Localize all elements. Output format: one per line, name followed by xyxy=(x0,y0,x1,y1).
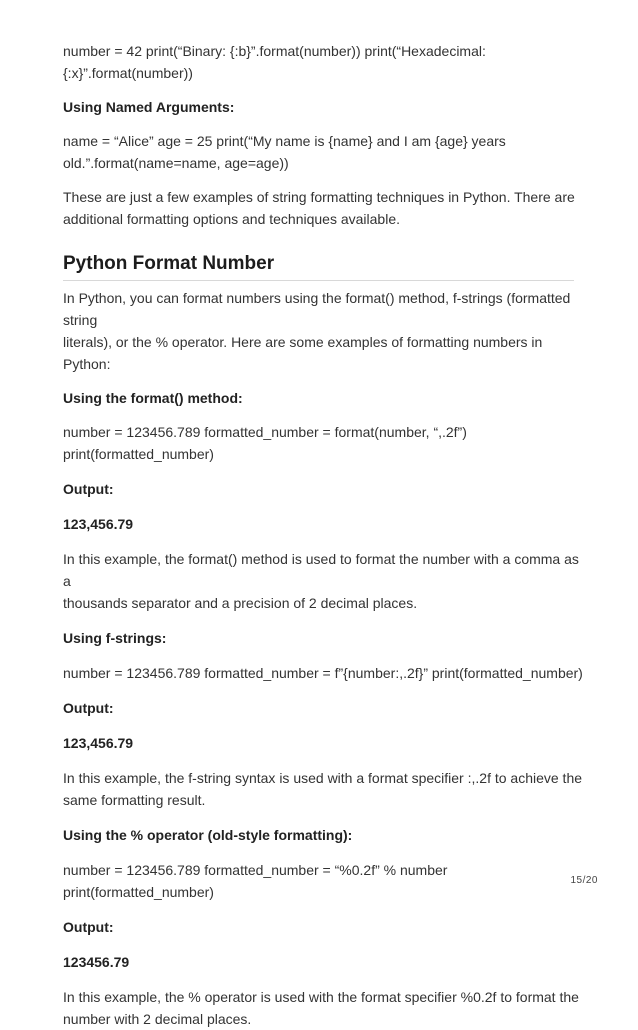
output-label-3: Output: xyxy=(63,919,114,935)
code-line-f-strings: number = 123456.789 formatted_number = f”{number:,.2f}” print(formatted_number) xyxy=(63,665,583,681)
paragraph-f-string-explanation: In this example, the f-string syntax is used with a format specifier :,.2f to achieve the same formatting result. xyxy=(63,770,583,808)
code-line-format-method: number = 123456.789 formatted_number = format(number, “,.2f”) print(formatted_number) xyxy=(63,424,467,462)
output-label-2: Output: xyxy=(63,700,114,716)
section-title-python-format-number: Python Format Number xyxy=(63,251,574,281)
heading-f-strings: Using f-strings: xyxy=(63,630,167,646)
code-line-named-arguments: name = “Alice” age = 25 print(“My name is {name} and I am {age} years old.”.format(name=name, age=age)) xyxy=(63,133,506,171)
paragraph-format-explanation: In this example, the format() method is used to format the number with a comma as a thousands separator and a precision of 2 decimal places. xyxy=(63,551,579,611)
paragraph-percent-explanation: In this example, the % operator is used with the format specifier %0.2f to format the number with 2 decimal places. xyxy=(63,989,579,1027)
heading-percent-operator: Using the % operator (old-style formatting): xyxy=(63,827,353,843)
heading-format-method: Using the format() method: xyxy=(63,390,243,406)
output-value-1: 123,456.79 xyxy=(63,516,134,532)
document-body xyxy=(63,40,583,1030)
page-number: 15/20 xyxy=(570,875,598,886)
paragraph-intro: In Python, you can format numbers using the format() method, f-strings (formatted string literals), or the % operator. Here are some examples of formatting numbers in Python: xyxy=(63,290,571,372)
heading-named-arguments: Using Named Arguments: xyxy=(63,99,235,115)
output-value-2: 123,456.79 xyxy=(63,735,134,751)
paragraph-summary: These are just a few examples of string formatting techniques in Python. There are additional formatting options and techniques available. xyxy=(63,189,575,227)
code-line-binary-hex: number = 42 print(“Binary: {:b}”.format(number)) print(“Hexadecimal: {:x}”.format(number)) xyxy=(63,43,486,81)
output-value-3: 123456.79 xyxy=(63,954,130,970)
output-label-1: Output: xyxy=(63,481,114,497)
code-line-percent-operator: number = 123456.789 formatted_number = “%0.2f” % number print(formatted_number) xyxy=(63,862,448,900)
